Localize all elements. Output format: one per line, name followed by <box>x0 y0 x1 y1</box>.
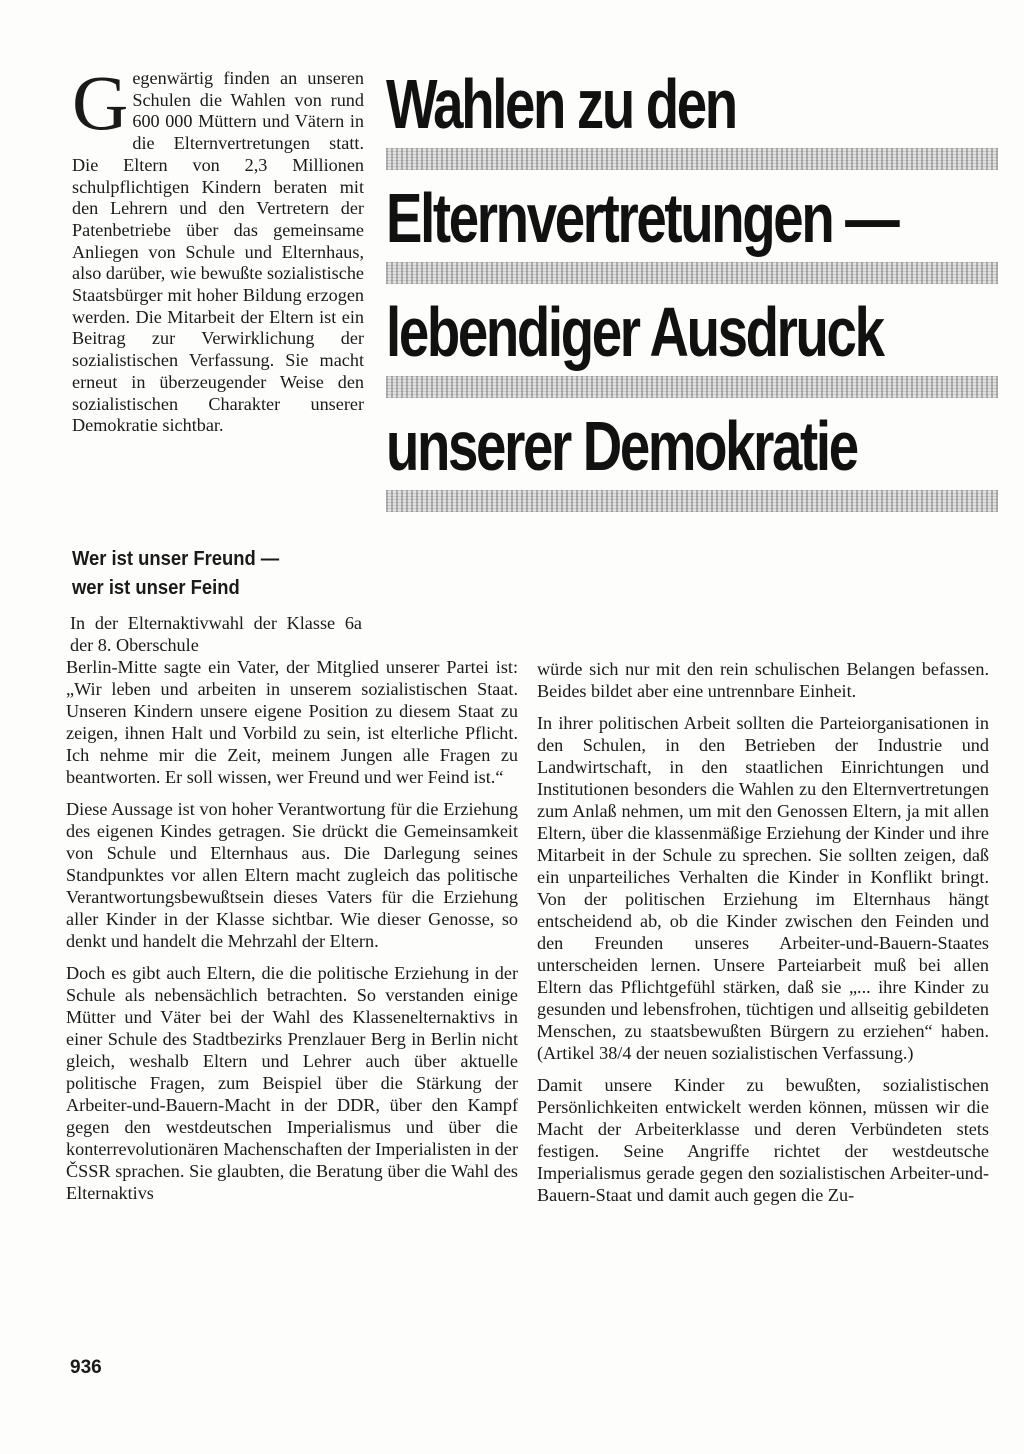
paragraph: Doch es gibt auch Eltern, die die politische Erziehung in der Schule als nebensächlich betrachten. So verstanden einige Mütter und Väter bei der Wahl des Klassenelternaktivs in einer Schule des Stadtbezirks Prenzlauer Berg in Berlin nicht gleich, weshalb Eltern und Lehrer auch über aktuelle politische Fragen, zum Beispiel über die Stärkung der Arbeiter-und-Bauern-Macht in der DDR, über den Kampf gegen den westdeutschen Imperialismus und über die konterrevolutionären Machenschaften der Imperialisten in der ČSSR sprachen. Sie glaubten, die Beratung über die Wahl des Elternaktivs <box>66 963 518 1203</box>
paragraph: würde sich nur mit den rein schulischen Belangen befassen. Beides bildet aber eine untrennbare Einheit. <box>537 659 989 701</box>
headline <box>386 65 998 526</box>
headline-rule <box>386 490 998 512</box>
section-subheading <box>72 545 348 603</box>
headline-line-3: lebendiger Ausdruck <box>386 293 883 371</box>
headline-rule <box>386 262 998 284</box>
paragraph: Berlin-Mitte sagte ein Vater, der Mitglied unserer Partei ist: „Wir leben und arbeiten in unserem sozialistischen Staat. Unseren Kindern unsere eigene Position zu diesem Staat zu zeigen, ihnen Halt und Vorbild zu sein, ist elterliche Pflicht. Ich nehme mir die Zeit, meinem Jungen alle Fragen zu beantworten. Er soll wissen, wer Freund und wer Feind ist.“ <box>66 657 518 787</box>
paragraph: Damit unsere Kinder zu bewußten, sozialistischen Persönlichkeiten entwickelt werden können, müssen wir die Macht der Arbeiterklasse und deren Verbündeten stets festigen. Seine Angriffe richtet der westdeutsche Imperialismus gerade gegen den sozialistischen Arbeiter-und-Bauern-Staat und damit auch gegen die Zu- <box>537 1075 989 1205</box>
intro-paragraph <box>72 59 364 437</box>
page-number: 936 <box>70 1357 102 1378</box>
headline-line-4: unserer Demokratie <box>386 407 857 485</box>
paragraph: Diese Aussage ist von hoher Verantwortung für die Erziehung des eigenen Kindes getragen. Sie drückt die Gemeinsamkeit von Schule und Elternhaus aus. Die Darlegung seines Standpunktes vor allen Eltern macht zugleich das politische Verantwortungsbewußtsein dieses Vaters für die Erziehung aller Kinder in der Klasse sichtbar. Wie dieser Genosse, so denkt und handelt die Mehrzahl der Eltern. <box>66 799 518 951</box>
right-column <box>537 658 989 1216</box>
drop-cap: G <box>72 59 129 146</box>
headline-rule <box>386 148 998 170</box>
paragraph: In der Elternaktivwahl der Klasse 6a der 8. Oberschule <box>70 613 362 655</box>
intro-text: egenwärtig finden an unseren Schulen die Wahlen von rund 600 000 Müttern und Vätern in die Elternvertretungen statt. Die Eltern von 2,3 Millionen schulpflichtigen Kindern beraten mit den Lehrern und den Vertretern der Patenbetriebe über das gemeinsame Anliegen von Schule und Elternhaus, also darüber, wie bewußte sozialistische Staatsbürger mit hoher Bildung erzogen werden. Die Mitarbeit der Eltern ist ein Beitrag zur Verwirklichung der sozialistischen Verfassung. Sie macht erneut in überzeugender Weise den sozialistischen Charakter unserer Demokratie sichtbar. <box>72 68 364 436</box>
subheading-line-1: Wer ist unser Freund — <box>72 548 280 570</box>
left-column <box>66 612 518 1214</box>
paragraph: In ihrer politischen Arbeit sollten die Parteiorganisationen in den Schulen, in den Betrieben der Industrie und Landwirtschaft, in den staatlichen Einrichtungen und Institutionen besonders die Wahlen zu den Elternvertretungen zum Anlaß nehmen, um mit den Genossen Eltern, ja mit allen Eltern, über die klassenmäßige Erziehung der Kinder und ihre Mitarbeit in der Schule zu sprechen. Sie sollten zeigen, daß ein unparteiliches Verhalten die Kinder in Konflikt bringt. Von der politischen Erziehung im Elternhaus hängt entscheidend ab, ob die Kinder zwischen den Feinden und den Freunden unseres Arbeiter-und-Bauern-Staates unterscheiden lernen. Unsere Parteiarbeit muß bei allen Eltern das Pflichtgefühl stärken, daß sie „... ihre Kinder zu gesunden und lebensfrohen, tüchtigen und allseitig gebildeten Menschen, zu staatsbewußten Bürgern zu erziehen“ haben. (Artikel 38/4 der neuen sozialistischen Verfassung.) <box>537 713 989 1063</box>
headline-line-2: Elternvertretungen — <box>386 179 898 257</box>
subheading-line-2: wer ist unser Feind <box>72 577 240 599</box>
headline-line-1: Wahlen zu den <box>386 65 736 143</box>
headline-rule <box>386 376 998 398</box>
